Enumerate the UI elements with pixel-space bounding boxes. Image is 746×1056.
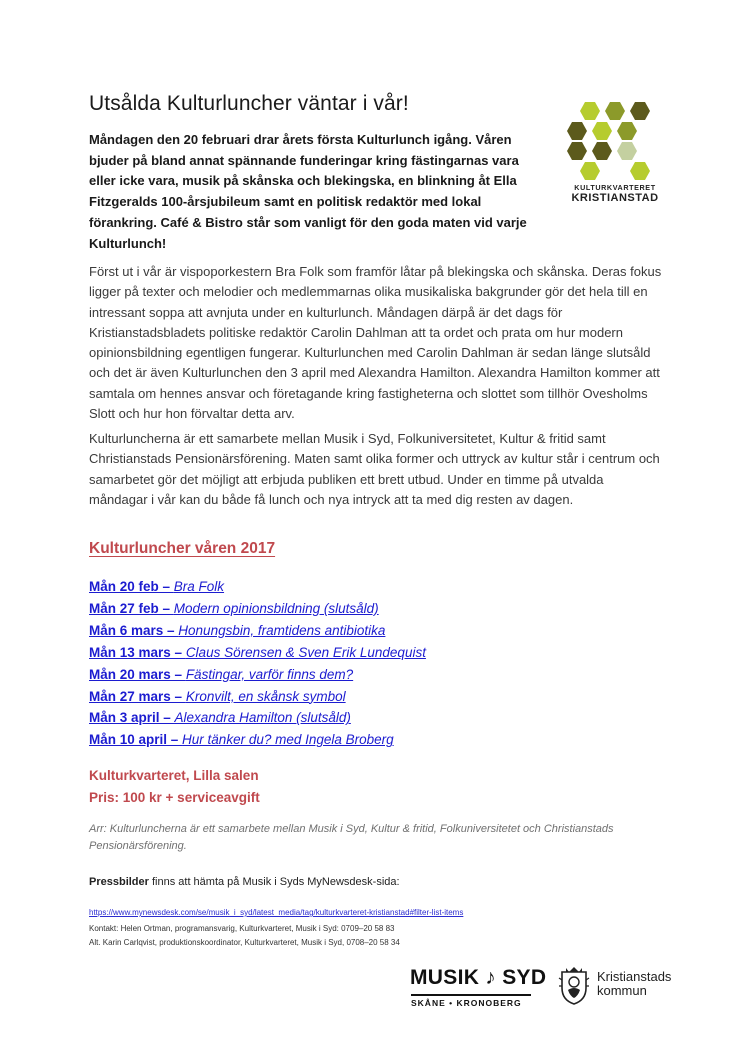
musik-i-syd-logo-rule	[411, 994, 531, 996]
event-link[interactable]	[89, 707, 426, 729]
event-title: Kronvilt, en skånsk symbol	[185, 688, 346, 704]
musik-i-syd-logo-subtitle: SKÅNE • KRONOBERG	[411, 998, 522, 1008]
kristianstads-kommun-logo	[556, 966, 686, 1006]
event-link[interactable]	[89, 598, 426, 620]
mynewsdesk-link[interactable]: https://www.mynewsdesk.com/se/musik_i_syd/latest_media/tag/kulturkvarteret-kristianstad#filter-list-items	[89, 908, 464, 917]
hexagon-3	[630, 102, 650, 120]
event-title: Fästingar, varför finns dem?	[185, 666, 354, 682]
musik-i-syd-logo-text: MUSIK ♪ SYD	[410, 966, 547, 989]
venue-name: Kulturkvarteret, Lilla salen	[89, 768, 259, 783]
event-link[interactable]	[89, 664, 426, 686]
press-images-note	[89, 876, 400, 888]
coat-of-arms-icon	[556, 966, 592, 1006]
hexagon-4	[567, 122, 587, 140]
kristianstads-kommun-line1: Kristianstads	[597, 969, 672, 984]
kristianstads-kommun-text	[597, 970, 671, 997]
hexagon-1	[580, 102, 600, 120]
hexagon-9	[617, 142, 637, 160]
musik-i-syd-logo	[410, 966, 547, 1012]
hexagon-2	[605, 102, 625, 120]
event-date: Mån 10 april –	[89, 732, 183, 748]
lead-paragraph: Måndagen den 20 februari drar årets första Kulturlunch igång. Våren bjuder på bland annat spännande funderingar kring fästingarnas vara eller icke vara, musik på skånska och blekingska, en blinkning åt Ella Fitzgeralds 100-årsjubileum samt en politisk redaktör med lokal förankring. Café & Bistro står som vanligt för den goda maten vid varje Kulturlunch!	[89, 132, 527, 251]
event-date: Mån 13 mars –	[89, 644, 186, 660]
event-title: Claus Sörensen & Sven Erik Lundequist	[185, 644, 426, 660]
hexagon-6	[617, 122, 637, 140]
event-date: Mån 27 mars –	[89, 688, 186, 704]
hexagon-11	[630, 162, 650, 180]
event-link[interactable]	[89, 729, 426, 751]
event-link[interactable]	[89, 576, 426, 598]
kristianstads-kommun-line2: kommun	[597, 982, 647, 998]
body-paragraph-2: Kulturluncherna är ett samarbete mellan Musik i Syd, Folkuniversitetet, Kultur & fritid samt Christianstads Pensionärsförening. Maten samt olika former och uttryck av kultur står i centrum och samarbetet gör det möjligt att erbjuda publiken ett brett utbud. Under en timme på utvalda måndagar i vår kan du både få lunch och nya intryck att ta med dig resten av dagen.	[89, 431, 660, 507]
event-title: Modern opinionsbildning (slutsåld)	[173, 600, 379, 616]
kulturkvarteret-logo-line2: KRISTIANSTAD	[571, 192, 659, 204]
contact-info	[89, 922, 400, 949]
event-date: Mån 6 mars –	[89, 622, 179, 638]
hexagon-cluster-icon	[565, 100, 665, 182]
event-list	[89, 576, 426, 751]
body-paragraph-1: Först ut i vår är vispoporkestern Bra Folk som framför låtar på blekingska och skånska. Deras fokus ligger på texter och melodier och medlemmarnas olika musikaliska bakgrunder gör det hela till en intressant soppa att avnjuta under en kulturlunch. Måndagen därpå är det dags för Kristianstadsbladets politiske redaktör Carolin Dahlman att ta ordet och prata om hur modern opinionsbildning egentligen fungerar. Kulturlunchen med Carolin Dahlman är sedan länge slutsåld och det är även Kulturlunchen den 3 april med Alexandra Hamilton. Alexandra Hamilton kommer att samtala om hennes ansvar och företagande kring fastigheterna och slottet som tillhör Ovesholms Slott och hur hon förvaltar detta arv.	[89, 264, 662, 422]
event-date: Mån 20 mars –	[89, 666, 186, 682]
hexagon-8	[592, 142, 612, 160]
event-link[interactable]	[89, 686, 426, 708]
contact-line-2: Alt. Karin Carlqvist, produktionskoordinator, Kulturkvarteret, Musik i Syd, 0708–20 58 34	[89, 937, 400, 947]
kulturkvarteret-logo	[565, 100, 665, 212]
hexagon-5	[592, 122, 612, 140]
hexagon-7	[567, 142, 587, 160]
venue-info	[89, 765, 260, 809]
event-link[interactable]	[89, 642, 426, 664]
press-images-text: finns att hämta på Musik i Syds MyNewsdesk-sida:	[148, 876, 400, 888]
event-title: Honungsbin, framtidens antibiotika	[178, 622, 386, 638]
event-date: Mån 27 feb –	[89, 600, 174, 616]
event-title: Bra Folk	[173, 579, 225, 594]
event-date: Mån 20 feb –	[89, 579, 174, 594]
contact-line-1: Kontakt: Helen Ortman, programansvarig, Kulturkvarteret, Musik i Syd: 0709–20 58 83	[89, 924, 395, 933]
section-heading-events: Kulturluncher våren 2017	[89, 540, 276, 557]
hexagon-10	[580, 162, 600, 180]
event-title: Alexandra Hamilton (slutsåld)	[174, 710, 351, 726]
price-info: Pris: 100 kr + serviceavgift	[89, 790, 260, 805]
press-images-label: Pressbilder	[89, 876, 149, 888]
kulturkvarteret-logo-line1: KULTURKVARTERET	[574, 183, 656, 192]
event-date: Mån 3 april –	[89, 710, 175, 726]
event-link[interactable]	[89, 620, 426, 642]
event-title: Hur tänker du? med Ingela Broberg	[182, 732, 394, 748]
organizer-note: Arr: Kulturluncherna är ett samarbete mellan Musik i Syd, Kultur & fritid, Folkuniversitetet och Christianstads Pensionärsförening.	[89, 823, 614, 853]
document-title: Utsålda Kulturluncher väntar i vår!	[89, 92, 409, 115]
